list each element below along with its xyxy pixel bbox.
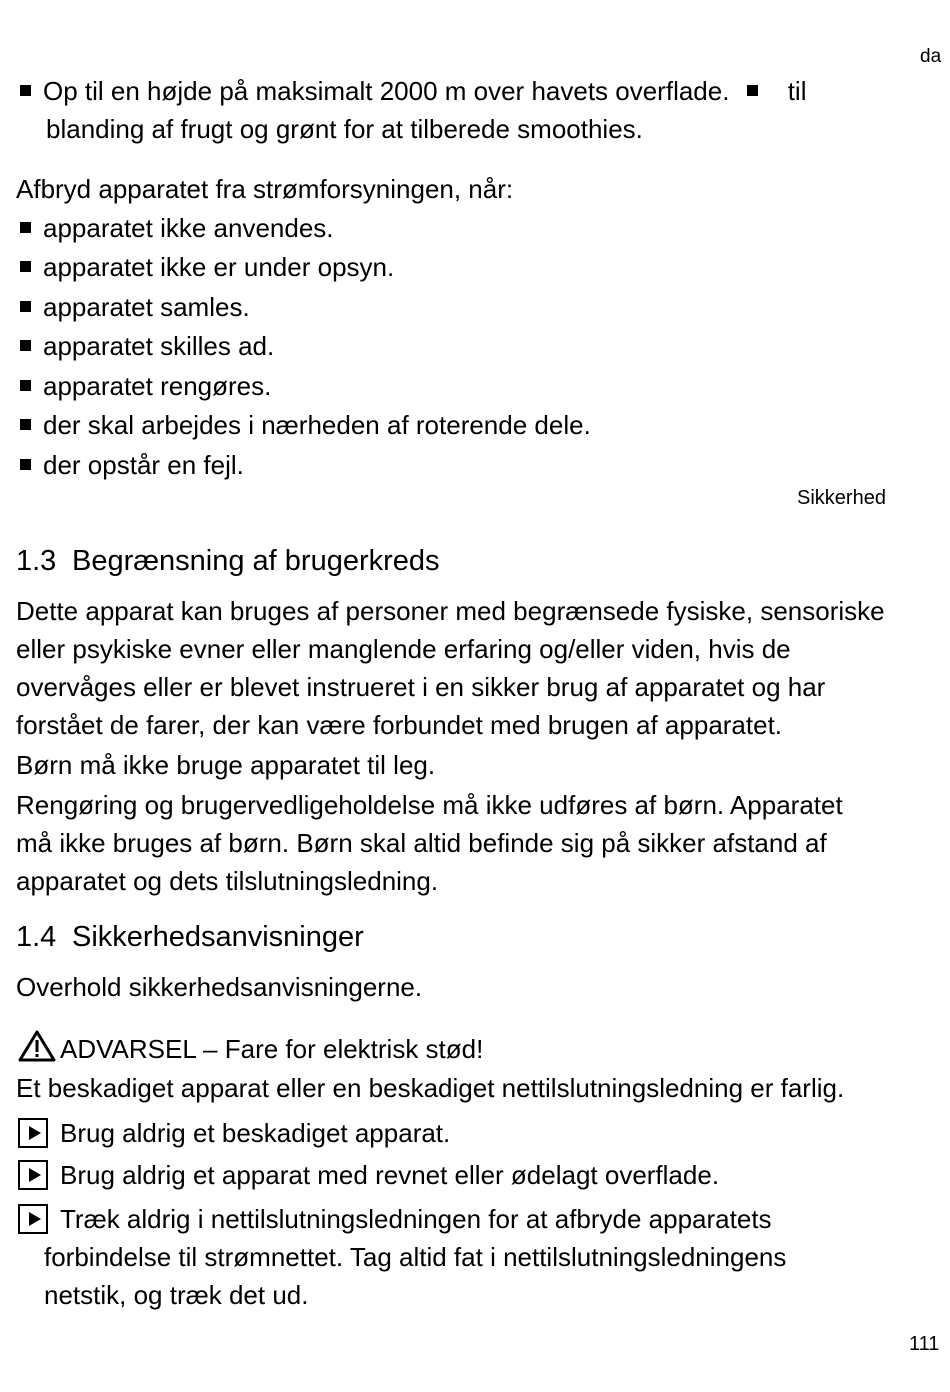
action-text: Træk aldrig i nettilslutningsledningen for at afbryde apparatets bbox=[60, 1204, 772, 1234]
paragraph-line: Børn må ikke bruge apparatet til leg. bbox=[16, 750, 436, 780]
action-item bbox=[18, 1199, 772, 1239]
action-item bbox=[18, 1155, 719, 1195]
list-item bbox=[16, 288, 250, 327]
bullet-icon bbox=[20, 261, 31, 272]
intro-bullet-line1: Op til en højde på maksimalt 2000 m over havets overflade. bbox=[43, 76, 730, 106]
paragraph-line: apparatet og dets tilslutningsledning. bbox=[16, 866, 439, 896]
play-arrow-icon bbox=[18, 1118, 48, 1148]
section-number: 1.3 bbox=[16, 545, 57, 577]
warning-text: Et beskadiget apparat eller en beskadiget nettilslutningsledning er farlig. bbox=[16, 1073, 845, 1103]
paragraph-line: Dette apparat kan bruges af personer med begrænsede fysiske, sensoriske bbox=[16, 596, 885, 626]
list-item bbox=[16, 406, 591, 445]
list-item-text: apparatet skilles ad. bbox=[43, 331, 275, 361]
list-item-text: apparatet ikke anvendes. bbox=[43, 213, 334, 243]
list-item-text: apparatet rengøres. bbox=[43, 371, 272, 401]
action-continuation: netstik, og træk det ud. bbox=[44, 1280, 309, 1310]
section-intro: Overhold sikkerhedsanvisningerne. bbox=[16, 972, 423, 1002]
bullet-icon bbox=[20, 419, 31, 430]
paragraph-line: overvåges eller er blevet instrueret i en sikker brug af apparatet og har bbox=[16, 672, 826, 702]
section-number: 1.4 bbox=[16, 921, 57, 953]
section-title: Begrænsning af brugerkreds bbox=[72, 545, 440, 577]
page-number: 111 bbox=[909, 1333, 940, 1355]
paragraph-line: må ikke bruges af børn. Børn skal altid befinde sig på sikker afstand af bbox=[16, 828, 827, 858]
warning-heading-text: ADVARSEL – Fare for elektrisk stød! bbox=[60, 1034, 484, 1064]
list-item bbox=[16, 248, 394, 287]
bullet-icon bbox=[20, 301, 31, 312]
list-item bbox=[16, 327, 274, 366]
list-item-text: der opstår en fejl. bbox=[43, 450, 244, 480]
action-text: Brug aldrig et apparat med revnet eller ødelagt overflade. bbox=[60, 1160, 720, 1190]
paragraph-line: forstået de farer, der kan være forbundet med brugen af apparatet. bbox=[16, 710, 783, 740]
paragraph-line: Rengøring og brugervedligeholdelse må ikke udføres af børn. Apparatet bbox=[16, 790, 843, 820]
play-arrow-icon bbox=[18, 1160, 48, 1190]
disconnect-lead: Afbryd apparatet fra strømforsyningen, når: bbox=[16, 174, 514, 204]
action-text: Brug aldrig et beskadiget apparat. bbox=[60, 1118, 451, 1148]
play-arrow-icon bbox=[18, 1204, 48, 1234]
bullet-icon bbox=[20, 222, 31, 233]
bullet-icon bbox=[747, 85, 758, 96]
action-item bbox=[18, 1113, 450, 1153]
bullet-icon bbox=[20, 340, 31, 351]
bullet-icon bbox=[20, 85, 31, 96]
intro-bullet bbox=[16, 72, 876, 111]
intro-bullet-tail: til bbox=[787, 76, 807, 106]
list-item bbox=[16, 209, 334, 248]
paragraph-line: eller psykiske evner eller manglende erfaring og/eller viden, hvis de bbox=[16, 634, 791, 664]
bullet-icon bbox=[20, 380, 31, 391]
list-item bbox=[16, 367, 271, 406]
warning-heading bbox=[18, 1030, 483, 1066]
list-item bbox=[16, 446, 244, 485]
bullet-icon bbox=[20, 459, 31, 470]
list-item-text: apparatet samles. bbox=[43, 292, 250, 322]
action-continuation: forbindelse til strømnettet. Tag altid fat i nettilslutningsledningens bbox=[44, 1242, 787, 1272]
list-item-text: der skal arbejdes i nærheden af roterende dele. bbox=[43, 410, 591, 440]
warning-triangle-icon bbox=[18, 1030, 56, 1062]
section-heading-1-4 bbox=[16, 921, 364, 954]
intro-bullet-line2: blanding af frugt og grønt for at tilberede smoothies. bbox=[46, 114, 643, 144]
running-header: Sikkerhed bbox=[797, 487, 886, 509]
section-heading-1-3 bbox=[16, 545, 440, 578]
list-item-text: apparatet ikke er under opsyn. bbox=[43, 252, 395, 282]
section-title: Sikkerhedsanvisninger bbox=[72, 921, 364, 953]
language-tag: da bbox=[920, 46, 942, 67]
